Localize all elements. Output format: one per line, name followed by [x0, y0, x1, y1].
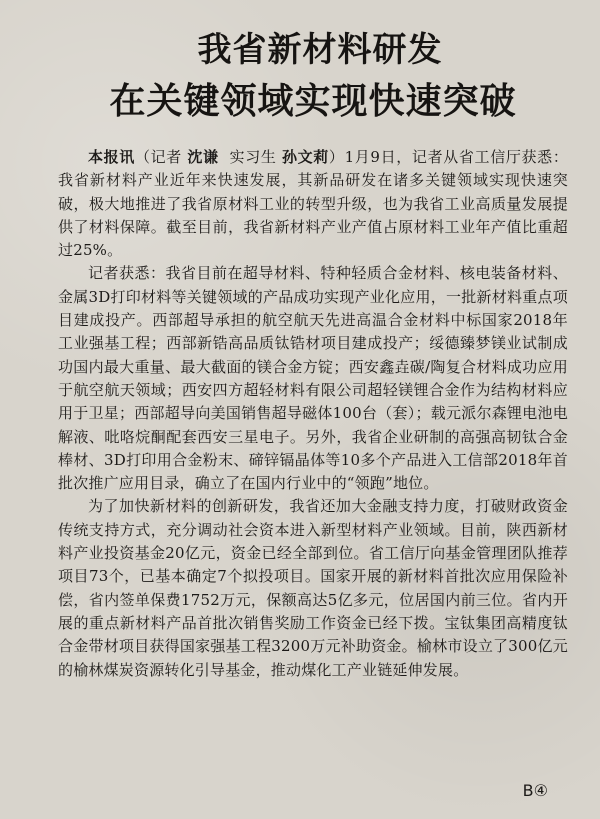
- article-headline: [58, 28, 568, 126]
- article-body: [58, 146, 568, 682]
- headline-line-2: 在关键领域实现快速突破: [109, 81, 517, 122]
- byline-close: ）: [328, 148, 345, 166]
- paragraph-1-text: 1月9日，记者从省工信厅获悉：我省新材料产业近年来快速发展，其新品研发在诸多关键领域实现快速突破，极大地推进了我省原材料工业的转型升级，也为我省工业高质量发展提供了材料保障。截至目前，我省新材料产业产值占原材料工业年产值比重超过25%。: [58, 148, 569, 260]
- intern-label: 实习生: [229, 148, 277, 166]
- article-paragraph-3: 为了加快新材料的创新研发，我省还加大金融支持力度，打破财政资金传统支持方式，充分调动社会资本进入新型材料产业领域。目前，陕西新材料产业投资基金20亿元，资金已经全部到位。省工信厅向基金管理团队推荐项目73个，已基本确定7个拟投项目。国家开展的新材料首批次应用保险补偿，省内签单保费1752万元，保额高达5亿多元，位居国内前三位。省内开展的重点新材料产品首批次销售奖励工作资金已经下拨。宝钛集团高精度钛合金带材项目获得国家强基工程3200万元补助资金。榆林市设立了300亿元的榆林煤炭资源转化引导基金，推动煤化工产业链延伸发展。: [58, 497, 568, 679]
- byline-open: （记者: [134, 148, 182, 166]
- headline-line-1: 我省新材料研发: [197, 30, 443, 70]
- intern-name: 孙文莉: [281, 148, 329, 166]
- byline-label: 本报讯: [88, 148, 135, 166]
- article-paragraph-1: [58, 146, 568, 262]
- page-reference: B④: [522, 781, 548, 800]
- article-paragraph-2: 记者获悉：我省目前在超导材料、特种轻质合金材料、核电装备材料、金属3D打印材料等关键领域的产品成功实现产业化应用，一批新材料重点项目建成投产。西部超导承担的航空航天先进高温合金材料中标国家2018年工业强基工程；西部新锆高品质钛锆材项目建成投产；绥德臻梦镁业试制成功国内最大重量、最大截面的镁合金方锭；西安鑫垚碳/陶复合材料成功应用于航空航天领域；西安四方超轻材料有限公司超轻镁锂合金作为结构材料应用于卫星；西部超导向美国销售超导磁体100台（套）；载元派尔森锂电池电解液、吡咯烷酮配套西安三星电子。另外，我省企业研制的高强高韧钛合金棒材、3D打印用合金粉末、碲锌镉晶体等10多个产品进入工信部2018年首批次推广应用目录，确立了在国内行业中的“领跑”地位。: [58, 264, 568, 493]
- reporter-name: 沈谦: [187, 148, 219, 166]
